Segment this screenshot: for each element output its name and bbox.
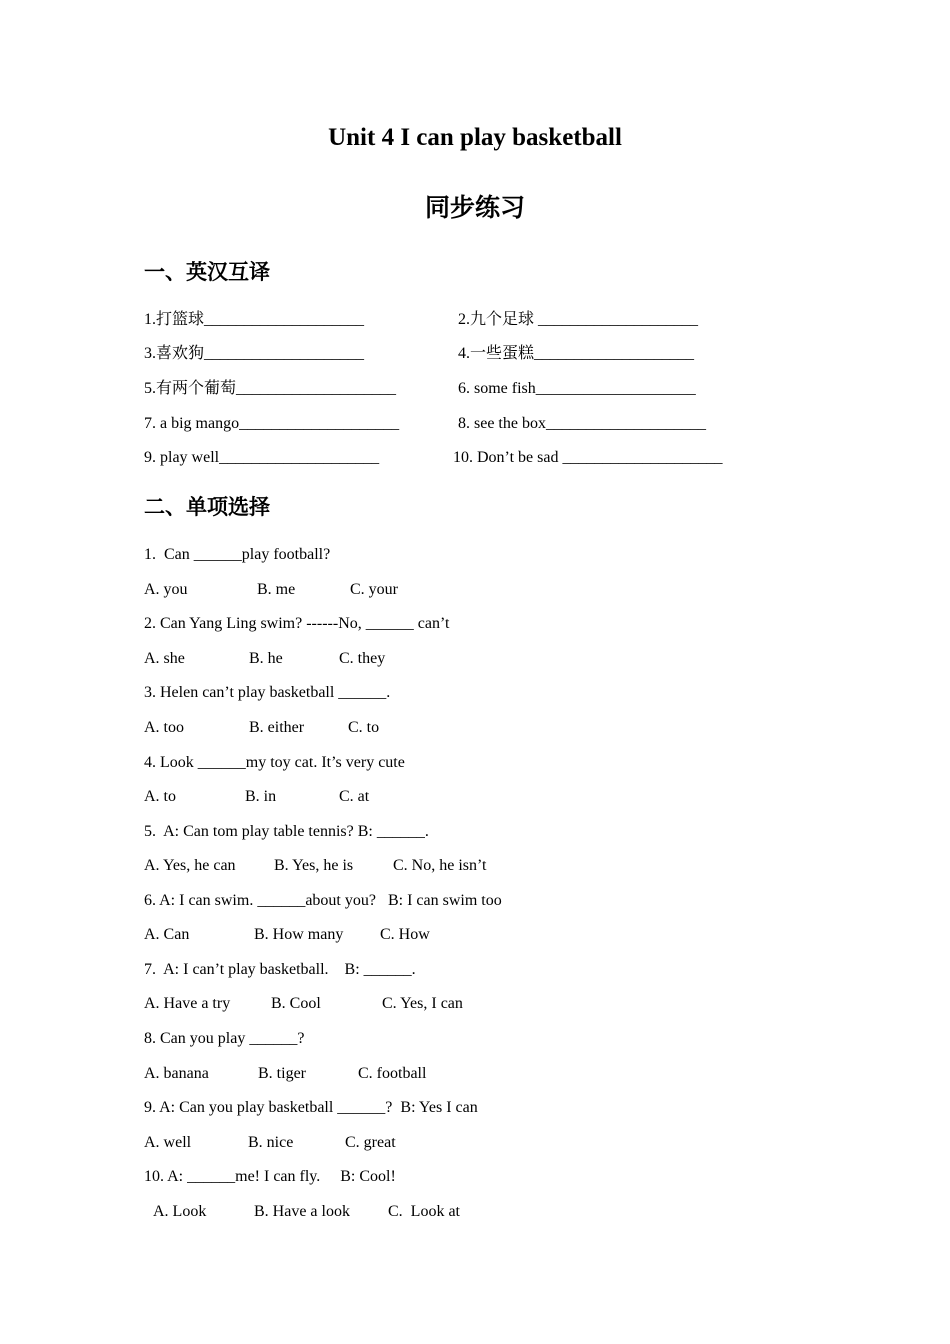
translate-item: 3.喜欢狗____________________ [144,345,365,362]
option-c: C. your [350,581,398,598]
question-text: 8. Can you play ______? [144,1030,305,1047]
option-a: A. Have a try [144,995,231,1012]
option-c: C. great [345,1134,396,1151]
question-text: 5. A: Can tom play table tennis? B: ______. [144,823,429,840]
section-heading-choice: 二、单项选择 [144,495,270,519]
translate-item: 8. see the box____________________ [458,415,706,432]
page-subtitle: 同步练习 [424,193,525,222]
translate-item: 7. a big mango____________________ [144,415,400,432]
section-heading-translate: 一、英汉互译 [144,260,270,284]
question-text: 1. Can ______play football? [144,546,331,563]
option-b: B. Have a look [254,1203,350,1220]
option-c: C. they [339,650,386,667]
question-text: 3. Helen can’t play basketball ______. [144,684,391,701]
option-a: A. too [144,719,184,736]
option-a: A. well [144,1134,192,1151]
translate-item: 5.有两个葡萄____________________ [144,380,397,397]
option-b: B. me [257,581,296,598]
option-b: B. Yes, he is [274,857,354,874]
translate-item: 1.打篮球____________________ [144,311,365,328]
option-c: C. Yes, I can [382,995,463,1012]
option-a: A. Can [144,926,190,943]
question-text: 9. A: Can you play basketball ______? B: Yes I can [144,1099,478,1116]
option-a: A. she [144,650,185,667]
option-c: C. How [380,926,430,943]
option-b: B. nice [248,1134,294,1151]
question-text: 6. A: I can swim. ______about you? B: I can swim too [144,892,502,909]
question-text: 10. A: ______me! I can fly. B: Cool! [144,1168,396,1185]
option-c: C. at [339,788,370,805]
option-b: B. How many [254,926,344,943]
translate-item: 9. play well____________________ [144,449,380,466]
option-b: B. tiger [258,1065,306,1082]
translate-item: 4.一些蛋糕____________________ [458,345,695,362]
option-b: B. either [249,719,305,736]
question-text: 4. Look ______my toy cat. It’s very cute [144,754,405,771]
option-b: B. in [245,788,277,805]
question-text: 7. A: I can’t play basketball. B: ______. [144,961,416,978]
option-a: A. you [144,581,188,598]
option-c: C. football [358,1065,427,1082]
option-a: A. Look [153,1203,207,1220]
option-b: B. he [249,650,283,667]
option-a: A. banana [144,1065,209,1082]
option-c: C. Look at [388,1203,460,1220]
question-text: 2. Can Yang Ling swim? ------No, ______ can’t [144,615,450,632]
translate-item: 10. Don’t be sad ____________________ [453,449,723,466]
page-title: Unit 4 I can play basketball [328,124,622,151]
option-a: A. Yes, he can [144,857,236,874]
translate-item: 6. some fish____________________ [458,380,696,397]
translate-item: 2.九个足球 ____________________ [458,311,699,328]
option-c: C. No, he isn’t [393,857,487,874]
option-b: B. Cool [271,995,321,1012]
option-c: C. to [348,719,380,736]
option-a: A. to [144,788,176,805]
